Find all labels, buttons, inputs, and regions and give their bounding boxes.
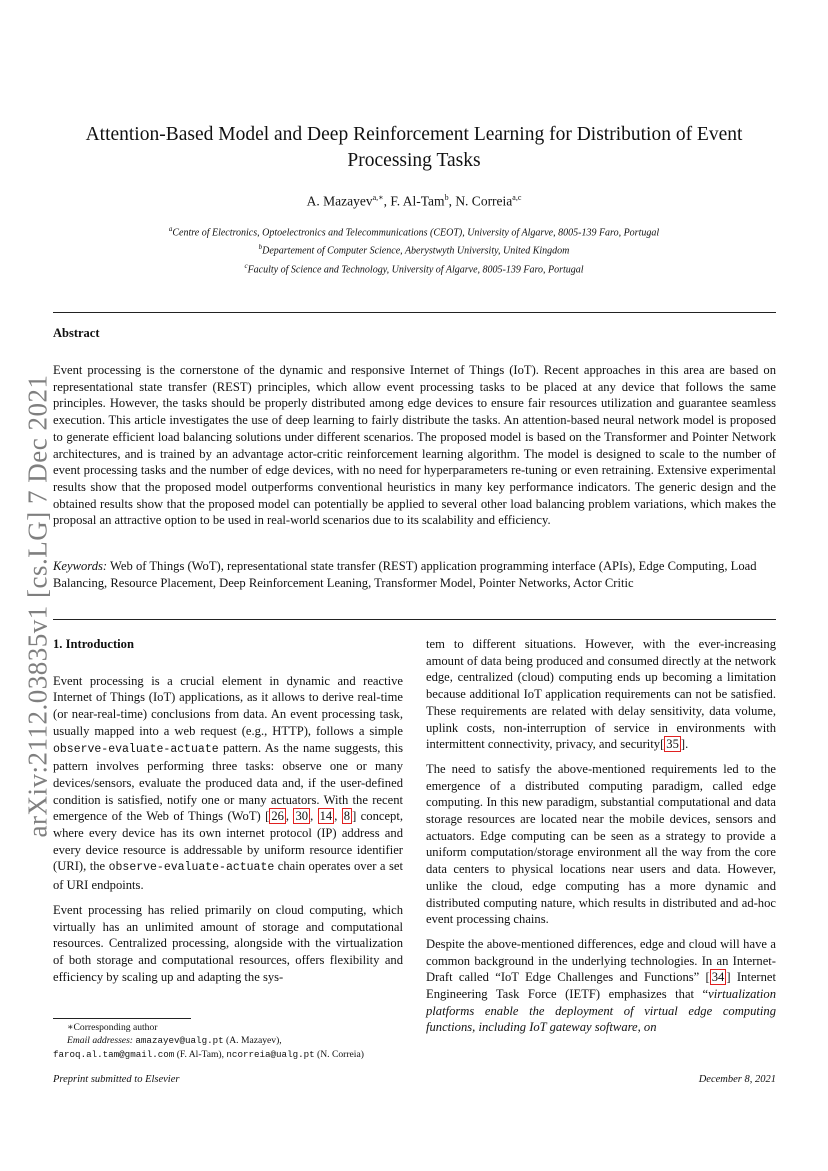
email-address[interactable]: ncorreia@ualg.pt — [226, 1048, 315, 1060]
affiliation — [0, 240, 828, 258]
author: A. Mazayev — [306, 193, 373, 209]
email-address[interactable]: faroq.al.tam@gmail.com — [53, 1048, 175, 1060]
affiliation-text: Faculty of Science and Technology, University of Algarve, 8005-139 Faro, Portugal — [247, 263, 584, 275]
text-run: ]. — [680, 737, 689, 752]
abstract-body: Event processing is the cornerstone of the dynamic and responsive Internet of Things (IoT). Recent approaches in this area are based on representational state transfer (REST) principles, which allow event processing tasks to be placed at any device that follows the same principles. However, the tasks should be properly distributed among edge devices to ensure fair resources utilization and guarantee seamless execution. This article investigates the use of deep learning to fairly distribute the tasks. An attention-based neural network model is proposed to generate efficient load balancing solutions under different scenarios. The proposed model is based on the Transformer and Pointer Network architectures, and is trained by an advantage actor-critic reinforcement learning algorithm. The model is designed to scale to the number of event processing tasks and the number of edge devices, with no need for hyperparameters re-tuning or even retraining. Extensive experimental results show that the proposed model outperforms conventional heuristics in many key performance indicators. The generic design and the obtained results show that the proposed model can potentially be applied to several other load balancing problem variations, which makes the proposal an attractive option to be used in real-world scenarios due to its scalability and efficiency. — [53, 363, 776, 528]
affiliation-text: Centre of Electronics, Optoelectronics and Telecommunications (CEOT), University of Algarve, 8005-139 Faro, Portugal — [172, 227, 660, 239]
email-owner: (A. Mazayev), — [223, 1035, 282, 1047]
title-line-2: Processing Tasks — [347, 150, 481, 171]
footer-journal: Preprint submitted to Elsevier — [53, 1074, 180, 1085]
author: F. Al-Tam — [390, 193, 445, 209]
citation-link[interactable]: 34 — [711, 970, 725, 985]
code-term: observe-evaluate-actuate — [108, 861, 275, 875]
footer-date: December 8, 2021 — [698, 1074, 776, 1085]
keywords — [53, 558, 776, 591]
paragraph — [426, 936, 776, 1036]
footnote-rule — [53, 1018, 191, 1019]
citation-link[interactable]: 30 — [295, 809, 309, 824]
text-run: chain operates over a set of URI endpoints. — [53, 859, 403, 893]
text-run: tem to different situations. However, with the ever-increasing amount of data being produced and consumed directly at the network edge, centralized (cloud) computing ends up becoming a limitation because additional IoT application requirements can not be satisfied. These requirements are related with delay sensitivity, data volume, uplink costs, non-interruption of service in environments with intermittent connectivity, privacy, and security[ — [426, 637, 776, 752]
author-mark: a,c — [512, 193, 522, 202]
affiliation-mark: a — [168, 225, 173, 233]
email-line — [53, 1048, 413, 1061]
citation-link[interactable]: 8 — [343, 809, 351, 824]
citation-link[interactable]: 26 — [271, 809, 284, 824]
email-owner: (F. Al-Tam), — [174, 1048, 227, 1060]
code-term: observe-evaluate-actuate — [53, 742, 219, 756]
title-line-1: Attention-Based Model and Deep Reinforcement Learning for Distribution of Event — [85, 124, 743, 145]
keywords-text: Web of Things (WoT), representational state transfer (REST) application programming interface (APIs), Edge Computing, Load Balancing, Resource Placement, Deep Reinforcement Leaning, Transformer Model, Pointer Networks, Actor Critic — [53, 559, 757, 590]
paragraph — [426, 636, 776, 753]
text-run: pattern. As the name suggests, this pattern involves performing three tasks: observe one or many devices/sensors, evaluate the produced data and, if the user-defined condition is satisfied, notify one or many actuators. With the recent emergence of the Web of Things (WoT) [ — [53, 740, 403, 824]
author-list: A. Mazayev$^{a,∗}$, F. Al-Tam$^b$, N. Correia$^{a,c}$ — [306, 193, 522, 209]
affiliation-mark: b — [258, 243, 263, 252]
email-label: Email addresses: — [67, 1035, 133, 1047]
affiliation-text: Departement of Computer Science, Aberystwyth University, United Kingdom — [262, 245, 570, 257]
abstract-bottom-rule — [53, 619, 776, 620]
affiliations — [0, 222, 828, 277]
text-run: ] concept, where every device has its own internet protocol (IP) address and every device resource is addressable by uniform resource identifier (URI), the — [53, 809, 403, 874]
citation-link[interactable]: 35 — [666, 737, 679, 752]
affiliation — [0, 259, 828, 277]
left-column — [53, 636, 403, 993]
text-run: Despite the above-mentioned differences, edge and cloud will have a common background in the underlying technologies. In an Internet-Draft called “IoT Edge Challenges and Functions” [ — [426, 936, 776, 985]
quoted-text: virtualization platforms enable the deployment of virtual edge computing functions, including IoT gateway software, on — [426, 987, 776, 1035]
paper-title — [60, 122, 768, 174]
abstract-heading: Abstract — [53, 326, 100, 340]
text-run: ] Internet Engineering Task Force (IETF) emphasizes that “ — [426, 970, 776, 1002]
paragraph: The need to satisfy the above-mentioned requirements led to the emergence of a distributed computing paradigm, called edge computing. In this new paradigm, substantial computational and data storage resources are located near the mobile devices, sensors and actuators. Edge computing can be seen as a strategy to provide a uniform computation/storage environment all the way from the core data centers to physical locations near users and data. However, unlike the cloud, edge computing has a more dynamic and distributed computing nature, which results in distributed and ad-hoc event processing chains. — [426, 761, 776, 927]
corresponding-author-note: ∗Corresponding author — [67, 1022, 158, 1033]
arxiv-stamp-text: arXiv:2112.03835v1 [cs.LG] 7 Dec 2021 — [22, 374, 53, 838]
abstract-top-rule — [53, 312, 776, 313]
email-address[interactable]: amazayev@ualg.pt — [135, 1035, 224, 1047]
paragraph: Event processing has relied primarily on cloud computing, which virtually has an unlimited amount of storage and computational resources. Centralized processing, alongside with the virtualization of both storage and computational resources, offers flexibility and efficiency by scaling up and adapting the sys- — [53, 902, 403, 984]
email-line — [53, 1034, 413, 1047]
right-column — [426, 636, 776, 1044]
affiliation-mark: c — [244, 261, 248, 270]
author-mark: b — [444, 193, 449, 202]
author-mark: a,∗ — [372, 193, 384, 202]
keywords-label: Keywords: — [53, 559, 108, 573]
paragraph: Event processing is a crucial element in dynamic and reactive Internet of Things (IoT) applications, as it allows to derive real-time (or near-real-time) conclusions from data. An event processing task, usually mapped into a web request (e.g., HTTP), follows a simple observe-evaluate-actuate pattern. As the name suggests, this pattern involves performing three tasks: observe one or many devices/sensors, evaluate the produced data and, if the user-defined condition is satisfied, notify one or many actuators. With the recent emergence of the Web of Things (WoT) [ 26 , 30 , 14 , 8 ] concept, where every device has its own internet protocol (IP) address and every device resource is addressable by uniform resource identifier (URI), the observe-evaluate-actuate chain operates over a set of URI endpoints. — [53, 673, 403, 893]
section-heading: 1. Introduction — [53, 637, 134, 651]
text-run: Event processing is a crucial element in dynamic and reactive Internet of Things (IoT) applications, as it allows to derive real-time (or near-real-time) conclusions from data. An event processing task, usually mapped into a web request (e.g., HTTP), follows a simple — [53, 673, 403, 738]
footnote — [53, 1021, 413, 1061]
affiliation — [0, 222, 828, 240]
citation-link[interactable]: 14 — [319, 809, 333, 824]
email-owner: (N. Correia) — [314, 1048, 364, 1060]
author: N. Correia — [455, 193, 513, 209]
